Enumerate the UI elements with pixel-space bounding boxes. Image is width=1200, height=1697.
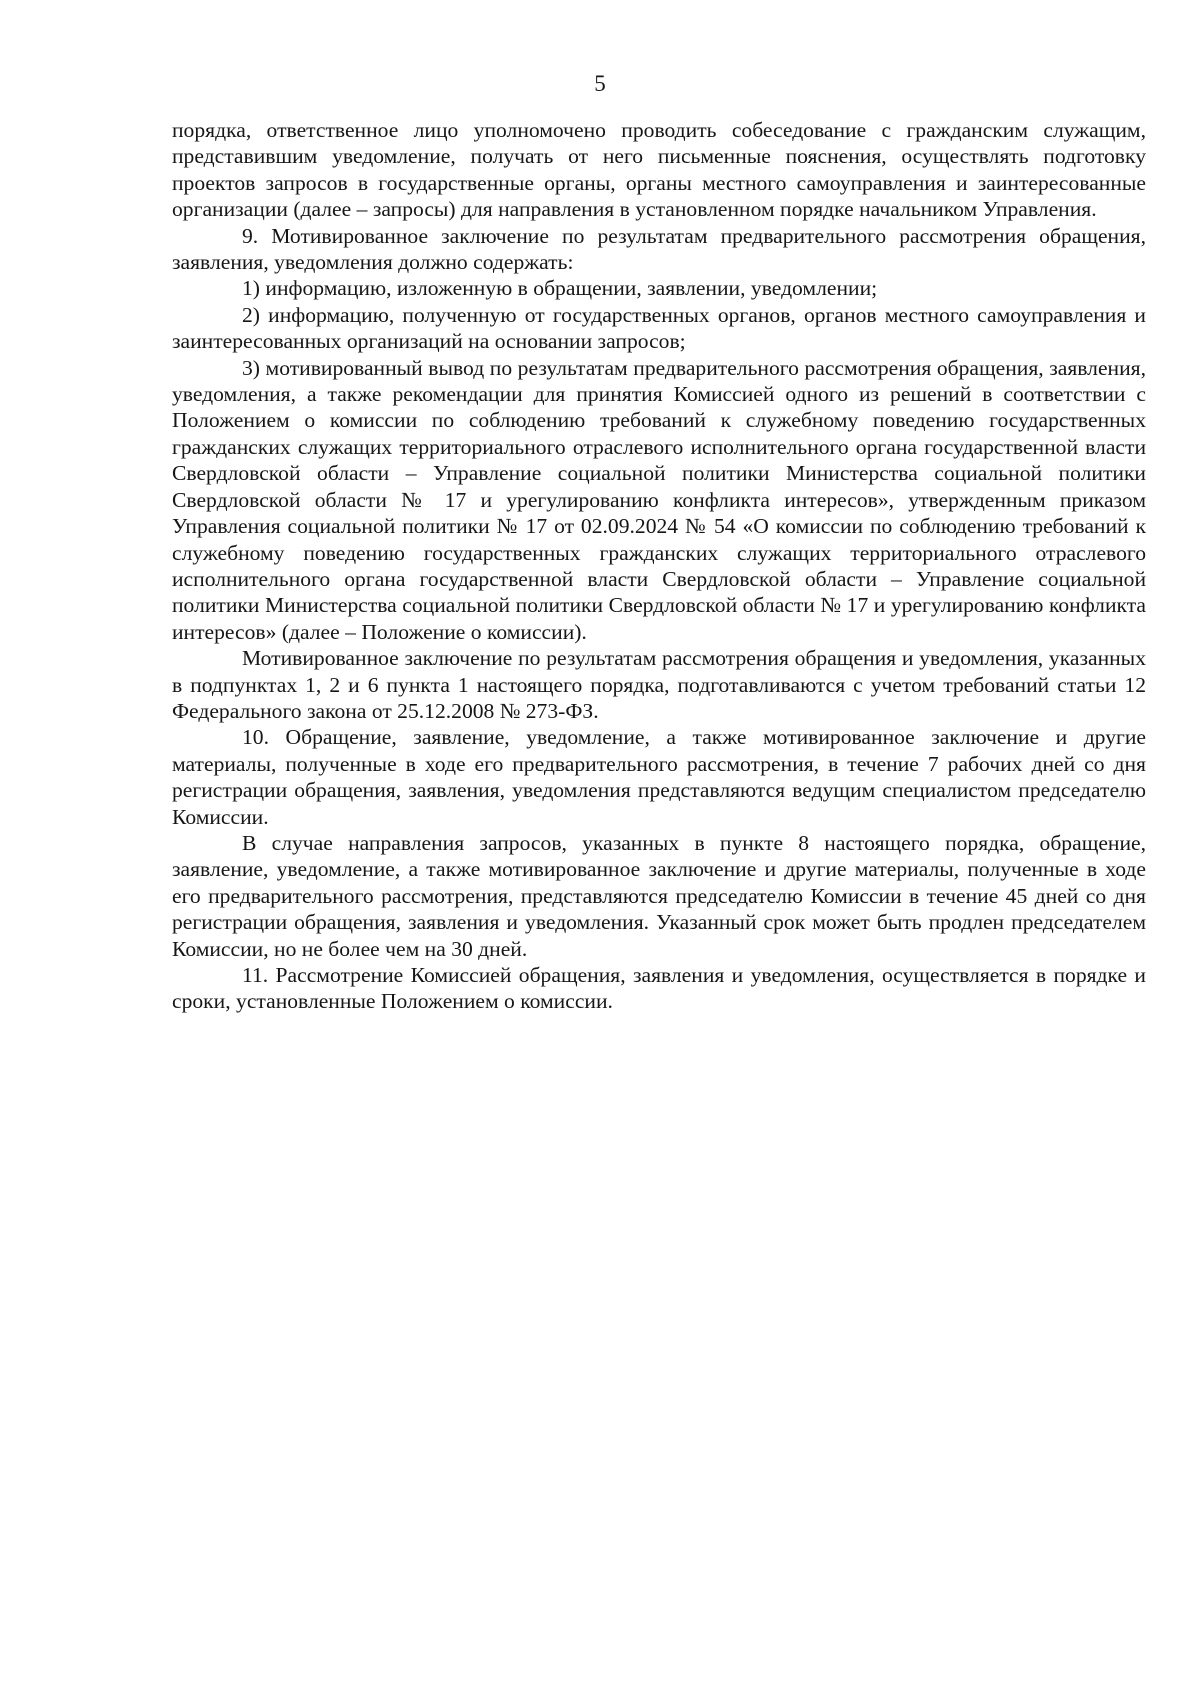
document-body (172, 117, 1146, 1015)
paragraph-requests-case: В случае направления запросов, указанных в пункте 8 настоящего порядка, обращение, заявление, уведомление, а также мотивированное заключение и другие материалы, полученные в ходе его предварительного рассмотрения, представляются председателю Комиссии в течение 45 дней со дня регистрации обращения, заявления и уведомления. Указанный срок может быть продлен председателем Комиссии, но не более чем на 30 дней. (172, 830, 1146, 961)
paragraph-subitem-2: 2) информацию, полученную от государственных органов, органов местного самоуправления и заинтересованных организаций на основании запросов; (172, 302, 1146, 354)
paragraph-motivated-conclusion: Мотивированное заключение по результатам рассмотрения обращения и уведомления, указанных в подпунктах 1, 2 и 6 пункта 1 настоящего порядка, подготавливаются с учетом требований статьи 12 Федерального закона от 25.12.2008 № 273-ФЗ. (172, 646, 1146, 723)
paragraph-item-9: 9. Мотивированное заключение по результатам предварительного рассмотрения обращения, заявления, уведомления должно содержать: (172, 223, 1146, 275)
paragraph-subitem-3: 3) мотивированный вывод по результатам предварительного рассмотрения обращения, заявления, уведомления, а также рекомендации для принятия Комиссией одного из решений в соответствии с Положением о комиссии по соблюдению требований к служебному поведению государственных гражданских служащих территориального отраслевого исполнительного органа государственной власти Свердловской области – Управление социальной политики Министерства социальной политики Свердловской области № 17 и урегулированию конфликта интересов», утвержденным приказом Управления социальной политики № 17 от 02.09.2024 № 54 «О комиссии по соблюдению требований к служебному поведению государственных гражданских служащих территориального отраслевого исполнительного органа государственной власти Свердловской области – Управление социальной политики Министерства социальной политики Свердловской области № 17 и урегулированию конфликта интересов» (далее – Положение о комиссии). (172, 355, 1146, 644)
paragraph-item-10: 10. Обращение, заявление, уведомление, а также мотивированное заключение и другие материалы, полученные в ходе его предварительного рассмотрения, в течение 7 рабочих дней со дня регистрации обращения, заявления, уведомления представляются ведущим специалистом председателю Комиссии. (172, 725, 1146, 829)
paragraph-subitem-1: 1) информацию, изложенную в обращении, заявлении, уведомлении; (242, 276, 878, 301)
page-number: 5 (594, 71, 606, 96)
paragraph-continuation: порядка, ответственное лицо уполномочено проводить собеседование с гражданским служащим, представившим уведомление, получать от него письменные пояснения, осуществлять подготовку проектов запросов в государственные органы, органы местного самоуправления и заинтересованные организации (далее – запросы) для направления в установленном порядке начальником Управления. (172, 118, 1146, 222)
paragraph-item-11: 11. Рассмотрение Комиссией обращения, заявления и уведомления, осуществляется в порядке и сроки, установленные Положением о комиссии. (172, 963, 1146, 1014)
